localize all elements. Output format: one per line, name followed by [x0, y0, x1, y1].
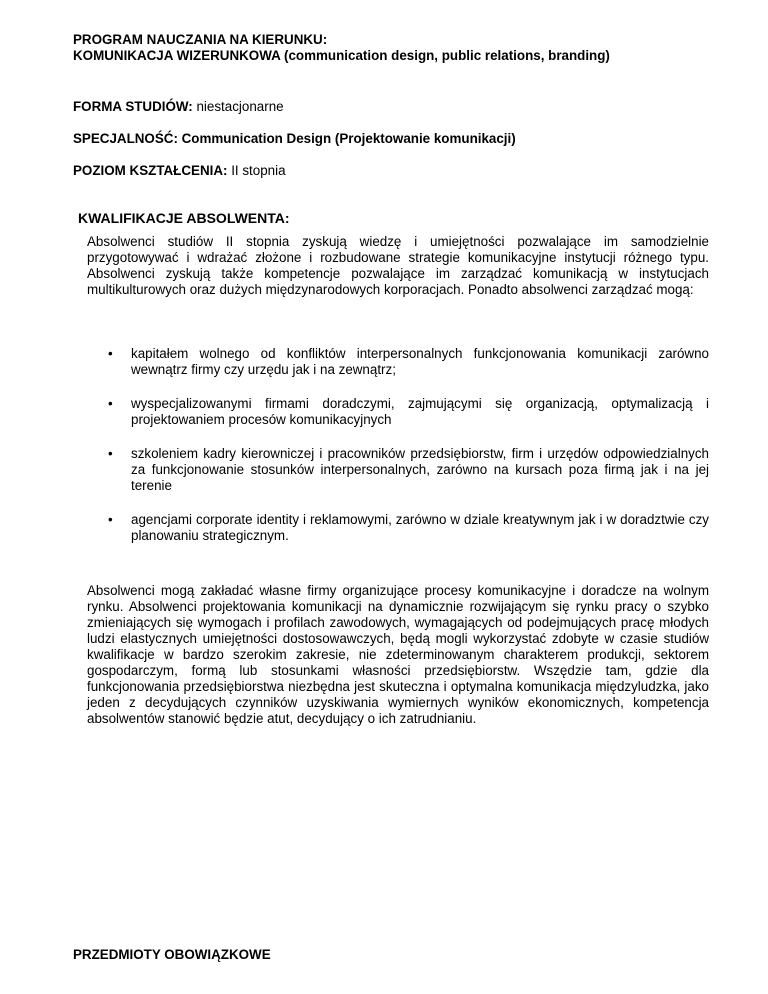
list-item-text: wyspecjalizowanymi firmami doradczymi, zajmującymi się organizacją, optymalizacją i projektowaniem procesów komunikacyjnych: [131, 396, 709, 427]
bullet-icon: •: [108, 346, 113, 361]
list-item-text: agencjami corporate identity i reklamowymi, zarówno w dziale kreatywnym jak i w doradztwie czy planowaniu strategicznym.: [131, 512, 709, 543]
kwalifikacje-outro: Absolwenci mogą zakładać własne firmy organizujące procesy komunikacyjne i doradcze na wolnym rynku. Absolwenci projektowania komunikacji na dynamicznie rozwijającym się rynku pracy o szybko zmieniających się wymogach i profilach zawodowych, wymagających od podejmujących pracę młodych ludzi elastycznych umiejętności dostosowawczych, będą mogli wykorzystać zdobyte w czasie studiów kwalifikacje w bardzo szerokim zakresie, nie zdeterminowanym charakterem produkcji, sektorem gospodarczym, formą lub stosunkami własności przedsiębiorstw. Wszędzie tam, gdzie dla funkcjonowania przedsiębiorstwa niezbędna jest skuteczna i optymalna komunikacja międzyludzka, jako jeden z decydujących czynników uzyskiwania wymiernych wyników ekonomicznych, kompetencja absolwentów stanowić będzie atut, decydujący o ich zatrudnianiu.: [87, 583, 709, 726]
poziom-value: II stopnia: [227, 163, 286, 178]
list-item: [87, 446, 709, 494]
title-line-1: PROGRAM NAUCZANIA NA KIERUNKU:: [73, 32, 328, 47]
list-item-text: szkoleniem kadry kierowniczej i pracowników przedsiębiorstw, firm i urzędów odpowiedzialnych za funkcjonowanie stosunków interpersonalnych, zarówno na kursach poza firmą jak i na jej terenie: [131, 446, 709, 493]
poziom-ksztalcenia: [73, 163, 286, 179]
poziom-label: POZIOM KSZTAŁCENIA:: [73, 163, 228, 178]
przedmioty-heading: PRZEDMIOTY OBOWIĄZKOWE: [73, 947, 271, 962]
specjalnosc: SPECJALNOŚĆ: Communication Design (Projektowanie komunikacji): [73, 131, 516, 146]
list-item: [87, 346, 709, 378]
list-item: [87, 512, 709, 544]
bullet-icon: •: [108, 396, 113, 411]
forma-studiow: [73, 99, 284, 115]
kwalifikacje-intro: Absolwenci studiów II stopnia zyskują wiedzę i umiejętności pozwalające im samodzielnie przygotowywać i wdrażać złożone i rozbudowane strategie komunikacyjne instytucji różnego typu. Absolwenci zyskują także kompetencje pozwalające im zarządzać komunikacją w instytucjach multikulturowych oraz dużych międzynarodowych korporacjach. Ponadto absolwenci zarządzać mogą:: [87, 234, 709, 297]
forma-label: FORMA STUDIÓW:: [73, 99, 193, 114]
kwalifikacje-list: [87, 346, 709, 562]
list-item-text: kapitałem wolnego od konfliktów interpersonalnych funkcjonowania komunikacji zarówno wewnątrz firmy czy urzędu jak i na zewnątrz;: [131, 346, 709, 377]
forma-value: niestacjonarne: [192, 99, 284, 114]
kwalifikacje-heading: KWALIFIKACJE ABSOLWENTA:: [78, 210, 290, 226]
document-title: [73, 32, 693, 64]
bullet-icon: •: [108, 446, 113, 461]
list-item: [87, 396, 709, 428]
bullet-icon: •: [108, 512, 113, 527]
title-line-2: KOMUNIKACJA WIZERUNKOWA (communication design, public relations, branding): [73, 48, 610, 63]
